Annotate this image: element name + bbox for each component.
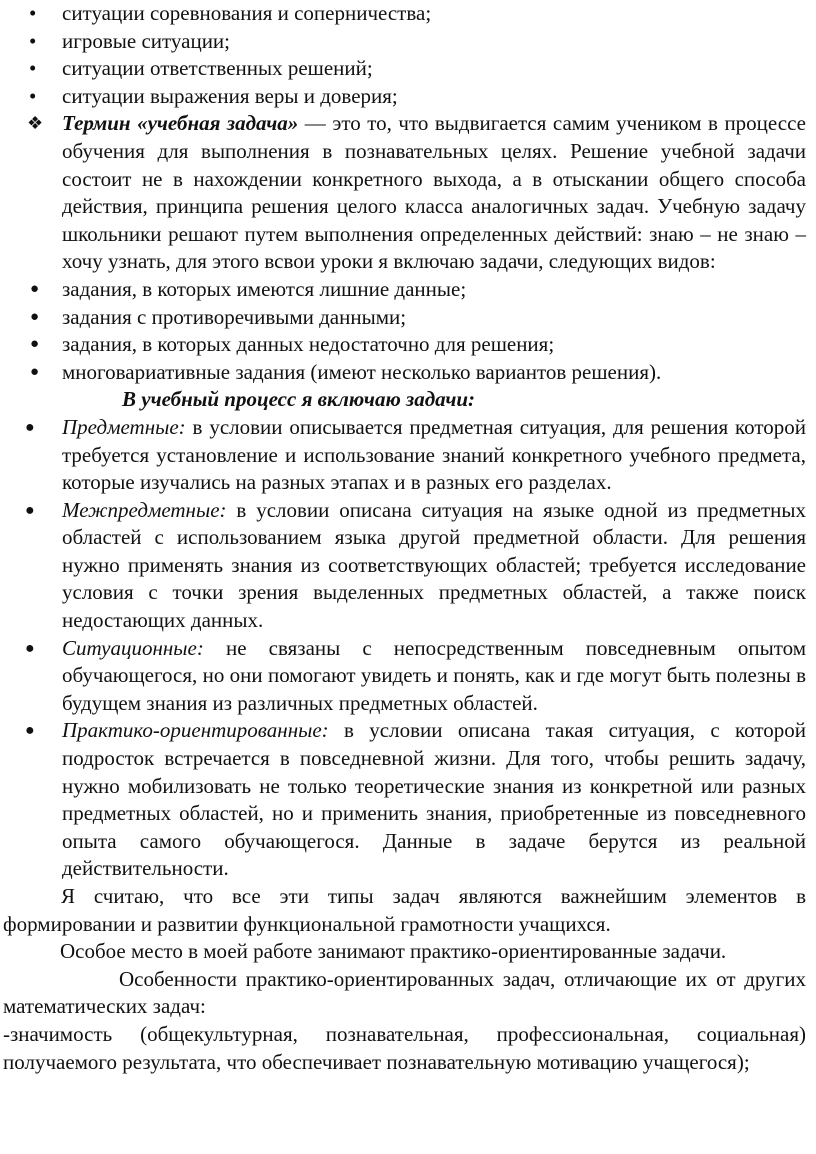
category-lead: Межпредметные:: [62, 497, 227, 522]
task-types-list: [3, 276, 806, 386]
list-item: • ситуации выражения веры и доверия;: [3, 83, 806, 111]
situations-list: [3, 0, 806, 110]
paragraph: Особенности практико-ориентированных задач, отличающие их от других математических задач:: [3, 966, 806, 1019]
bullet-icon: ●: [30, 336, 40, 353]
list-item: ● задания, в которых данных недостаточно для решения;: [3, 331, 806, 359]
bullet-icon: •: [29, 1, 37, 25]
term-text: — это то, что выдвигается самим учеником в процессе обучения для выполнения в познавательных целях. Решение учебной задачи состоит не в нахождении конкретного выхода, а в отыскании общего способа действия, принципа решения целого класса аналогичных задач. Учебную задачу школьники решают путем выполнения определенных действий: знаю – не знаю – хочу узнать, для этого всвои уроки я включаю задачи, следующих видов:: [62, 111, 806, 274]
bullet-icon: ●: [25, 639, 35, 657]
term-lead: Термин «учебная задача»: [62, 111, 299, 136]
list-item: ● задания с противоречивыми данными;: [3, 304, 806, 332]
term-definition: [3, 110, 806, 276]
list-item: • ситуации ответственных решений;: [3, 55, 806, 83]
bullet-icon: •: [29, 83, 37, 108]
paragraph: -значимость (общекультурная, познавательная, профессиональная, социальная) получаемого результата, что обеспечивает познавательную мотивацию учащегося);: [3, 1021, 806, 1074]
list-item: • ситуации соревнования и соперничества;: [3, 0, 806, 28]
list-item: ● многовариативные задания (имеют несколько вариантов решения).: [3, 359, 806, 387]
list-item: ● задания, в которых имеются лишние данные;: [3, 276, 806, 304]
paragraph: Я считаю, что все эти типы задач являются важнейшим элементов в формировании и развитии функциональной грамотности учащихся.: [3, 884, 806, 936]
diamond-bullet-icon: ❖: [27, 113, 44, 134]
bullet-icon: •: [29, 28, 37, 53]
list-item: ● Межпредметные: в условии описана ситуация на языке одной из предметных областей с использованием языка другой предметной области. Для решения нужно применять знания из соответствующих областей; требуется исследование условия с точки зрения выделенных предметных областей, а также поиск недостающих данных.: [25, 497, 806, 633]
category-lead: Предметные:: [62, 414, 186, 439]
bullet-icon: ●: [30, 363, 40, 380]
paragraph: Особое место в моей работе занимают практико-ориентированные задачи.: [60, 939, 727, 964]
bullet-icon: ●: [30, 308, 40, 325]
list-item: ● Ситуационные: не связаны с непосредственным повседневным опытом обучающегося, но они помогают увидеть и понять, как и где могут быть полезны в будущем знания из различных предметных областей.: [25, 635, 806, 715]
category-lead: Ситуационные:: [62, 635, 204, 660]
bullet-icon: •: [29, 56, 37, 81]
bullet-icon: ●: [25, 722, 35, 740]
bullet-icon: ●: [25, 501, 35, 519]
bullet-icon: ●: [30, 280, 40, 297]
list-item: • игровые ситуации;: [3, 28, 806, 56]
task-categories-list: [3, 414, 806, 883]
list-item: ● Предметные: в условии описывается предметная ситуация, для решения которой требуется установление и использование знаний конкретного учебного предмета, которые изучались на разных этапах и в разных его разделах.: [25, 414, 806, 495]
category-lead: Практико-ориентированные:: [62, 718, 329, 743]
subheading: В учебный процесс я включаю задачи:: [122, 387, 476, 412]
list-item: ● Практико-ориентированные: в условии описана такая ситуация, с которой подросток встречается в повседневной жизни. Для того, чтобы решить задачу, нужно мобилизовать не только теоретические знания из конкретной или разных предметных областей, но и применить знания, приобретенные из повседневного опыта самого обучающегося. Данные в задаче берутся из реальной действительности.: [25, 718, 806, 881]
bullet-icon: ●: [25, 418, 35, 436]
